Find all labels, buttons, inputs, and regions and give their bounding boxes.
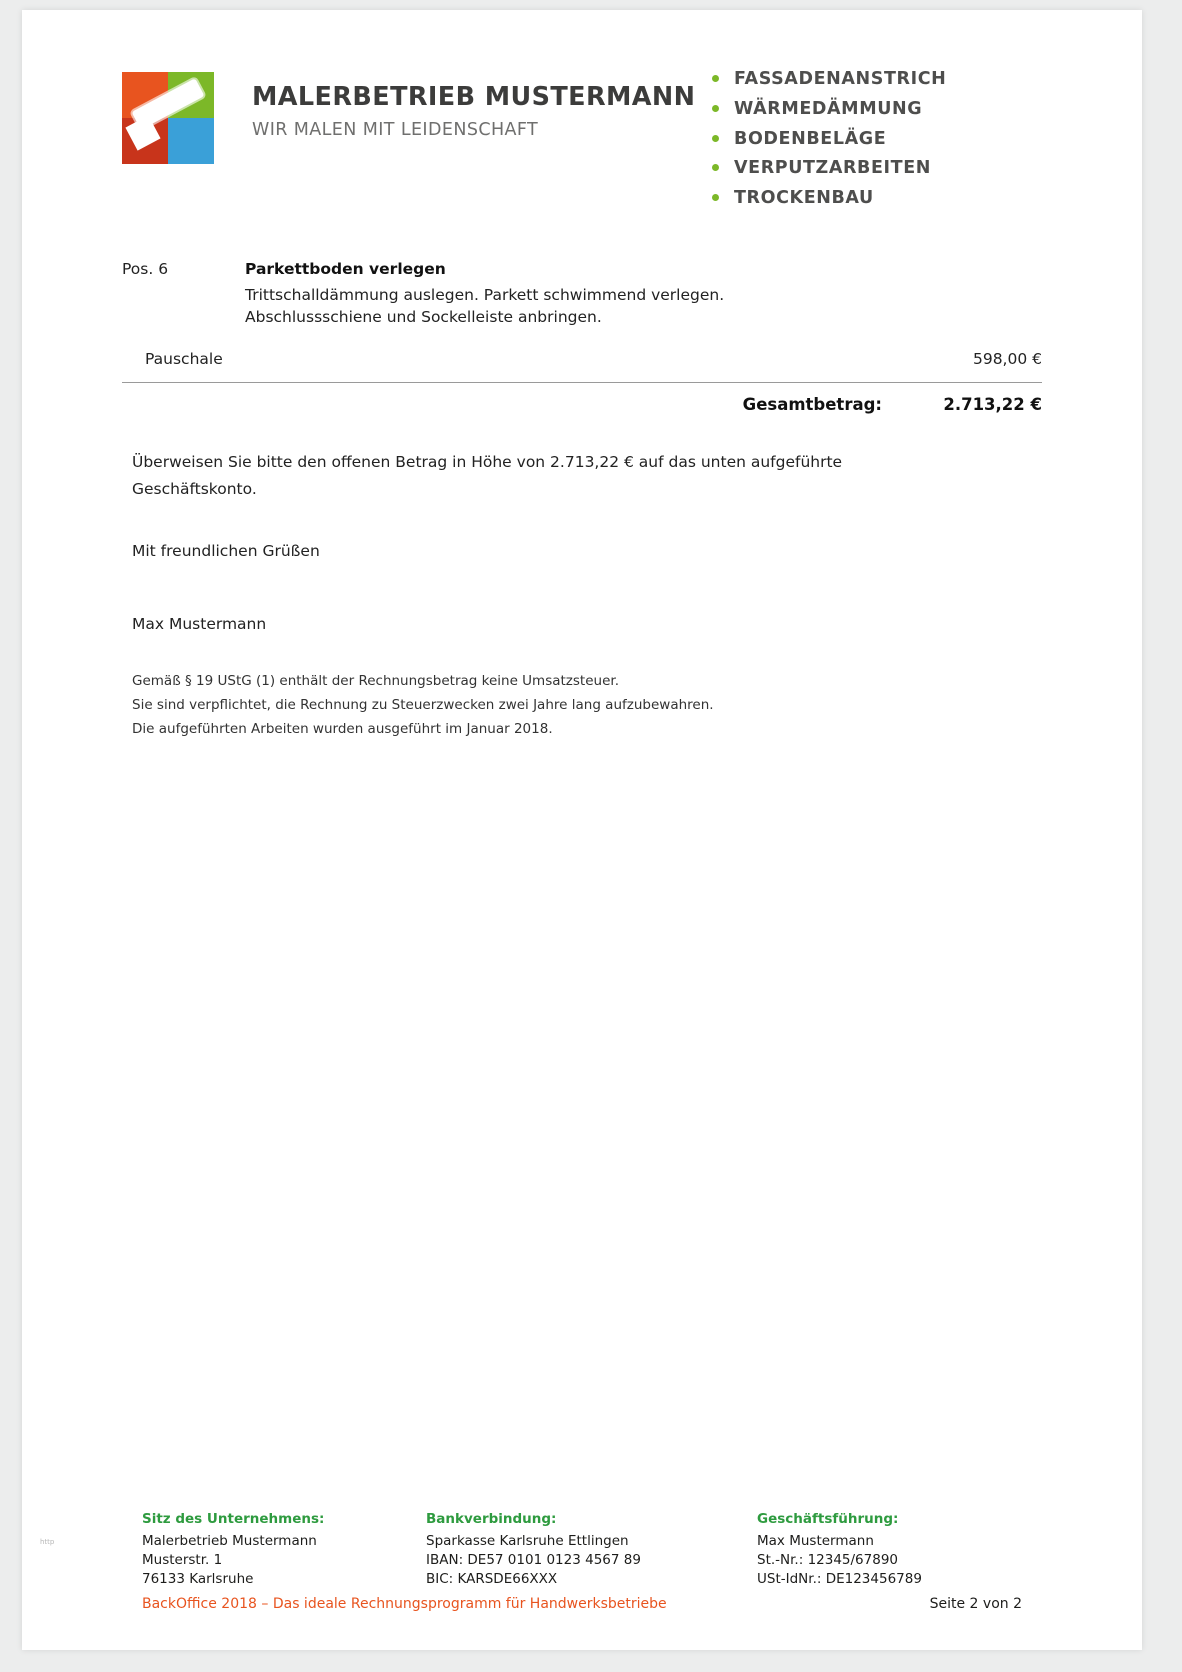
service-item (712, 70, 946, 89)
bullet-icon (712, 194, 719, 201)
bullet-icon (712, 105, 719, 112)
brand-block (252, 82, 695, 140)
legal-line-3: Die aufgeführten Arbeiten wurden ausgeführt im Januar 2018. (132, 721, 553, 737)
service-label: TROCKENBAU (734, 188, 874, 208)
service-label: FASSADENANSTRICH (734, 69, 947, 89)
footer-bank-line-1: Sparkasse Karlsruhe Ettlingen (426, 1533, 629, 1550)
promo-text: BackOffice 2018 – Das ideale Rechnungsprogramm für Handwerksbetriebe (142, 1596, 667, 1612)
footer-company-column (142, 1510, 324, 1590)
page-number: Seite 2 von 2 (929, 1596, 1022, 1612)
service-item (712, 130, 946, 149)
bullet-icon (712, 75, 719, 82)
footer-company-heading: Sitz des Unternehmens: (142, 1511, 325, 1527)
service-item (712, 189, 946, 208)
position-body (245, 260, 1042, 328)
company-logo-icon (122, 72, 214, 164)
service-label: VERPUTZARBEITEN (734, 158, 931, 179)
footer-management-heading: Geschäftsführung: (757, 1511, 899, 1527)
price-row (145, 350, 1042, 368)
position-row (22, 260, 1142, 328)
service-label: WÄRMEDÄMMUNG (734, 98, 923, 119)
position-number: Pos. 6 (122, 260, 169, 278)
footer-bank-column (426, 1510, 641, 1590)
price-row-wrapper (22, 350, 1142, 368)
footer-management-line-3: USt-IdNr.: DE123456789 (757, 1571, 922, 1588)
footer-company-line-1: Malerbetrieb Mustermann (142, 1533, 317, 1550)
position-description-line1: Trittschalldämmung auslegen. Parkett schwimmend verlegen. (245, 286, 725, 304)
document-header (22, 10, 1142, 220)
footer-columns (22, 1510, 1142, 1600)
legal-line-2: Sie sind verpflichtet, die Rechnung zu Steuerzwecken zwei Jahre lang aufzubewahren. (132, 696, 714, 713)
legal-notes (132, 669, 1042, 741)
service-label: BODENBELÄGE (734, 128, 887, 149)
footer-management-line-1: Max Mustermann (757, 1533, 874, 1550)
service-item (712, 159, 946, 178)
price-value: 598,00 € (972, 350, 1042, 368)
signature-name: Max Mustermann (132, 614, 267, 633)
total-label: Gesamtbetrag: (742, 395, 882, 414)
position-description-line2: Abschlussschiene und Sockelleiste anbringen. (245, 308, 602, 326)
footer-management-line-2: St.-Nr.: 12345/67890 (757, 1552, 899, 1569)
footer-company-line-3: 76133 Karlsruhe (142, 1571, 254, 1588)
total-value: 2.713,22 € (943, 395, 1042, 414)
bullet-icon (712, 164, 719, 171)
footer-bar (22, 1596, 1142, 1618)
position-title: Parkettboden verlegen (245, 260, 446, 278)
service-item (712, 100, 946, 119)
corner-watermark: http (40, 1538, 55, 1546)
footer-bank-line-2: IBAN: DE57 0101 0123 4567 89 (426, 1552, 641, 1569)
payment-instruction: Überweisen Sie bitte den offenen Betrag in Höhe von 2.713,22 € auf das unten aufgeführte Geschäftskonto. (132, 453, 843, 498)
logo-square-blue (168, 118, 214, 164)
footer-company-line-2: Musterstr. 1 (142, 1552, 223, 1569)
bullet-icon (712, 135, 719, 142)
total-separator (122, 382, 1042, 383)
price-label: Pauschale (145, 350, 223, 368)
footer-management-column (757, 1510, 922, 1590)
services-list (712, 70, 946, 219)
document-footer (22, 1500, 1142, 1650)
invoice-page (22, 10, 1142, 1650)
legal-line-1: Gemäß § 19 UStG (1) enthält der Rechnungsbetrag keine Umsatzsteuer. (132, 672, 619, 689)
footer-bank-line-3: BIC: KARSDE66XXX (426, 1571, 558, 1588)
total-row (122, 395, 1042, 419)
footer-bank-heading: Bankverbindung: (426, 1511, 557, 1527)
company-name: MALERBETRIEB MUSTERMANN (252, 82, 696, 112)
company-claim: WIR MALEN MIT LEIDENSCHAFT (252, 120, 539, 140)
invoice-content (22, 260, 1142, 741)
closing-line: Mit freundlichen Grüßen (132, 542, 320, 561)
